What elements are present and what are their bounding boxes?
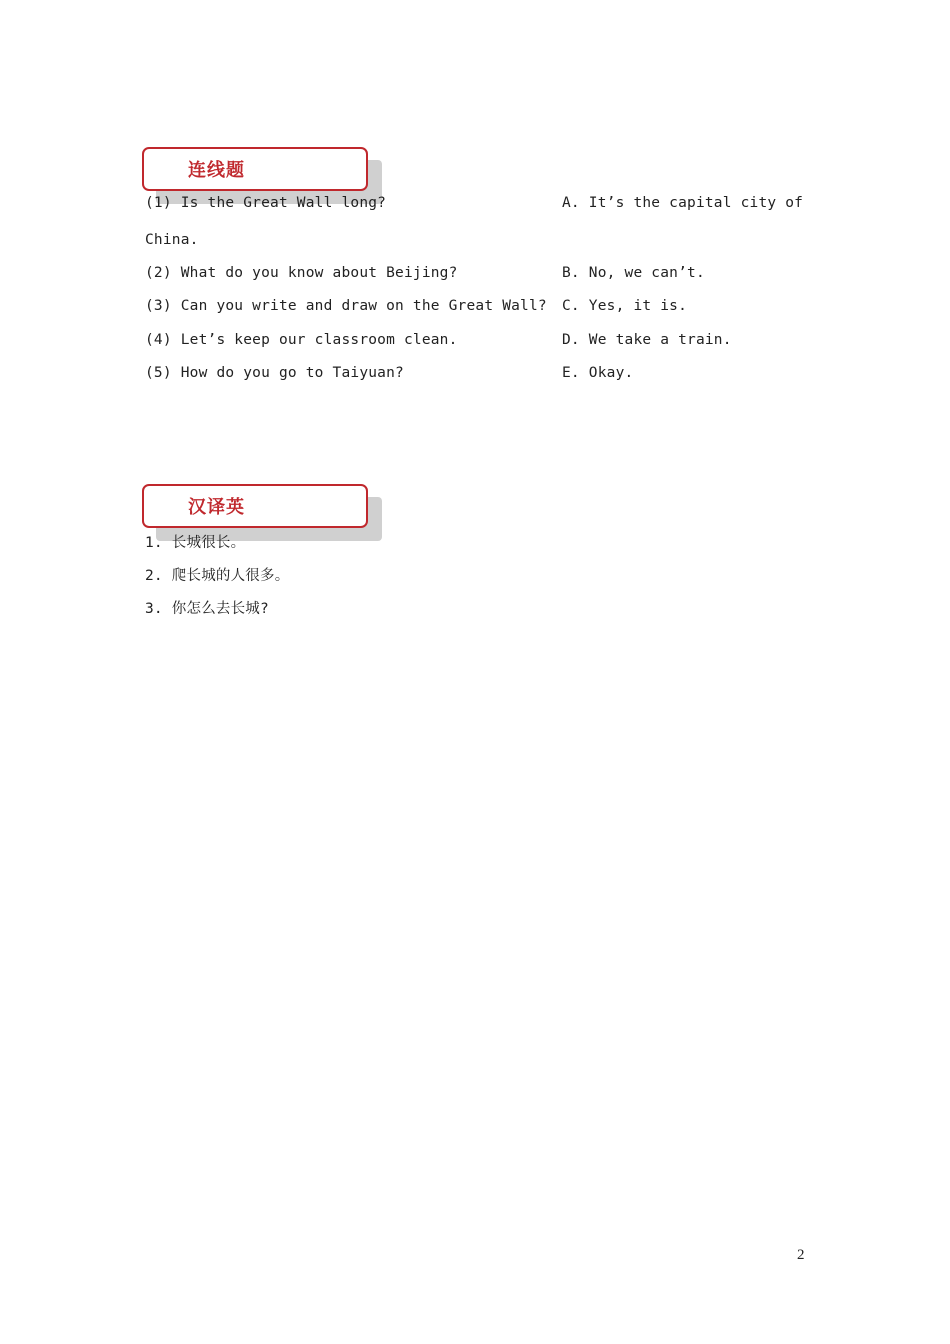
question-1: (1) Is the Great Wall long? [145,195,387,211]
question-5: (5) How do you go to Taiyuan? [145,365,404,381]
section-heading-translation [142,484,368,528]
answer-d: D. We take a train. [562,332,732,348]
heading-text: 汉译英 [188,497,245,518]
question-3: (3) Can you write and draw on the Great Wall? [145,298,547,314]
answer-a-continuation: China. [145,232,199,248]
question-4: (4) Let’s keep our classroom clean. [145,332,458,348]
heading-frame [142,484,368,528]
answer-c: C. Yes, it is. [562,298,688,314]
question-2: (2) What do you know about Beijing? [145,265,458,281]
heading-text: 连线题 [188,160,245,181]
translation-item-2: 2. 爬长城的人很多。 [145,568,290,584]
answer-a: A. It’s the capital city of [562,195,804,211]
translation-item-3: 3. 你怎么去长城? [145,601,269,617]
answer-e: E. Okay. [562,365,634,381]
translation-item-1: 1. 长城很长。 [145,535,246,551]
section-heading-matching [142,147,368,191]
page-number: 2 [797,1247,805,1263]
heading-frame [142,147,368,191]
answer-b: B. No, we can’t. [562,265,705,281]
